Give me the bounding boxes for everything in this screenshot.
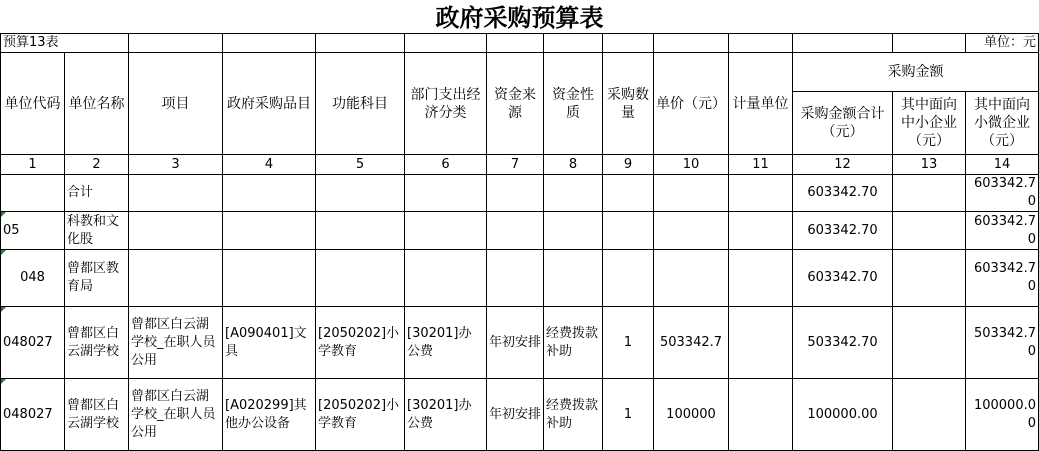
cell-qty: 1	[603, 307, 654, 379]
cell-name: 曾都区白云湖学校	[65, 307, 129, 379]
col-number: 14	[966, 155, 1039, 175]
cell-total: 603342.70	[793, 175, 893, 212]
cell-name: 曾都区白云湖学校	[65, 379, 129, 451]
cell-name: 曾都区教育局	[65, 250, 129, 307]
cell-measure	[729, 250, 793, 307]
cell-qty	[603, 212, 654, 250]
header-procurement-item: 政府采购品目	[223, 53, 316, 155]
cell-micro: 603342.70	[966, 175, 1039, 212]
cell-measure	[729, 307, 793, 379]
cell-code: 048027	[1, 379, 65, 451]
cell-nature	[544, 212, 603, 250]
cell-func	[316, 175, 405, 212]
cell-qty	[603, 175, 654, 212]
cell-price	[654, 175, 729, 212]
header-quantity: 采购数量	[603, 53, 654, 155]
cell-micro: 603342.70	[966, 250, 1039, 307]
col-number: 3	[129, 155, 223, 175]
col-number: 12	[793, 155, 893, 175]
page-title: 政府采购预算表	[435, 4, 604, 32]
col-number: 10	[654, 155, 729, 175]
cell-name: 科教和文化股	[65, 212, 129, 250]
cell-source: 年初安排	[487, 307, 544, 379]
cell-source	[487, 175, 544, 212]
cell-sme	[893, 175, 966, 212]
cell-project: 曾都区白云湖学校_在职人员公用	[129, 379, 223, 451]
header-unit-name: 单位名称	[65, 53, 129, 155]
cell-sme	[893, 379, 966, 451]
col-number: 1	[1, 155, 65, 175]
cell-item	[223, 212, 316, 250]
cell-nature	[544, 175, 603, 212]
cell-source: 年初安排	[487, 379, 544, 451]
table-id-label: 预算13表	[1, 34, 129, 53]
cell-qty	[603, 250, 654, 307]
cell-source	[487, 250, 544, 307]
cell-micro: 100000.00	[966, 379, 1039, 451]
cell-item	[223, 175, 316, 212]
cell-project	[129, 175, 223, 212]
cell-total: 100000.00	[793, 379, 893, 451]
col-number: 4	[223, 155, 316, 175]
header-sme: 其中面向中小企业（元）	[893, 92, 966, 155]
header-fund-source: 资金来源	[487, 53, 544, 155]
table-row	[1, 379, 1039, 451]
cell-sme	[893, 307, 966, 379]
cell-sme	[893, 212, 966, 250]
cell-econ	[405, 250, 487, 307]
cell-micro: 503342.70	[966, 307, 1039, 379]
cell-econ: [30201]办公费	[405, 307, 487, 379]
table-row	[1, 307, 1039, 379]
cell-source	[487, 212, 544, 250]
cell-nature	[544, 250, 603, 307]
col-number: 7	[487, 155, 544, 175]
col-number: 8	[544, 155, 603, 175]
header-unit-code: 单位代码	[1, 53, 65, 155]
header-econ-class: 部门支出经济分类	[405, 53, 487, 155]
cell-code: 05	[1, 212, 65, 250]
cell-econ	[405, 175, 487, 212]
cell-item	[223, 250, 316, 307]
col-number: 13	[893, 155, 966, 175]
table-row	[1, 212, 1039, 250]
cell-code	[1, 175, 65, 212]
cell-measure	[729, 379, 793, 451]
cell-total: 503342.70	[793, 307, 893, 379]
cell-measure	[729, 212, 793, 250]
budget-table	[0, 33, 1039, 451]
unit-label: 单位：元	[966, 34, 1039, 53]
cell-code: 048	[1, 250, 65, 307]
header-unit-price: 单价（元）	[654, 53, 729, 155]
cell-econ: [30201]办公费	[405, 379, 487, 451]
cell-price	[654, 250, 729, 307]
cell-price: 503342.7	[654, 307, 729, 379]
col-number: 11	[729, 155, 793, 175]
header-project: 项目	[129, 53, 223, 155]
cell-price	[654, 212, 729, 250]
cell-micro: 603342.70	[966, 212, 1039, 250]
cell-item: [A020299]其他办公设备	[223, 379, 316, 451]
cell-code: 048027	[1, 307, 65, 379]
cell-func: [2050202]小学教育	[316, 379, 405, 451]
header-amount-total: 采购金额合计（元）	[793, 92, 893, 155]
cell-sme	[893, 250, 966, 307]
cell-price: 100000	[654, 379, 729, 451]
cell-qty: 1	[603, 379, 654, 451]
cell-nature: 经费拨款补助	[544, 379, 603, 451]
header-micro: 其中面向小微企业（元）	[966, 92, 1039, 155]
col-number: 2	[65, 155, 129, 175]
col-number: 6	[405, 155, 487, 175]
header-function-subject: 功能科目	[316, 53, 405, 155]
cell-func: [2050202]小学教育	[316, 307, 405, 379]
header-fund-nature: 资金性质	[544, 53, 603, 155]
cell-name: 合计	[65, 175, 129, 212]
cell-project: 曾都区白云湖学校_在职人员公用	[129, 307, 223, 379]
cell-project	[129, 250, 223, 307]
header-amount-group: 采购金额	[793, 53, 1039, 92]
cell-econ	[405, 212, 487, 250]
table-row	[1, 175, 1039, 212]
cell-project	[129, 212, 223, 250]
table-row	[1, 250, 1039, 307]
cell-func	[316, 250, 405, 307]
header-measure-unit: 计量单位	[729, 53, 793, 155]
cell-total: 603342.70	[793, 250, 893, 307]
col-number: 5	[316, 155, 405, 175]
col-number: 9	[603, 155, 654, 175]
column-number-row	[1, 155, 1039, 175]
cell-measure	[729, 175, 793, 212]
cell-nature: 经费拨款补助	[544, 307, 603, 379]
cell-item: [A090401]文具	[223, 307, 316, 379]
cell-func	[316, 212, 405, 250]
cell-total: 603342.70	[793, 212, 893, 250]
